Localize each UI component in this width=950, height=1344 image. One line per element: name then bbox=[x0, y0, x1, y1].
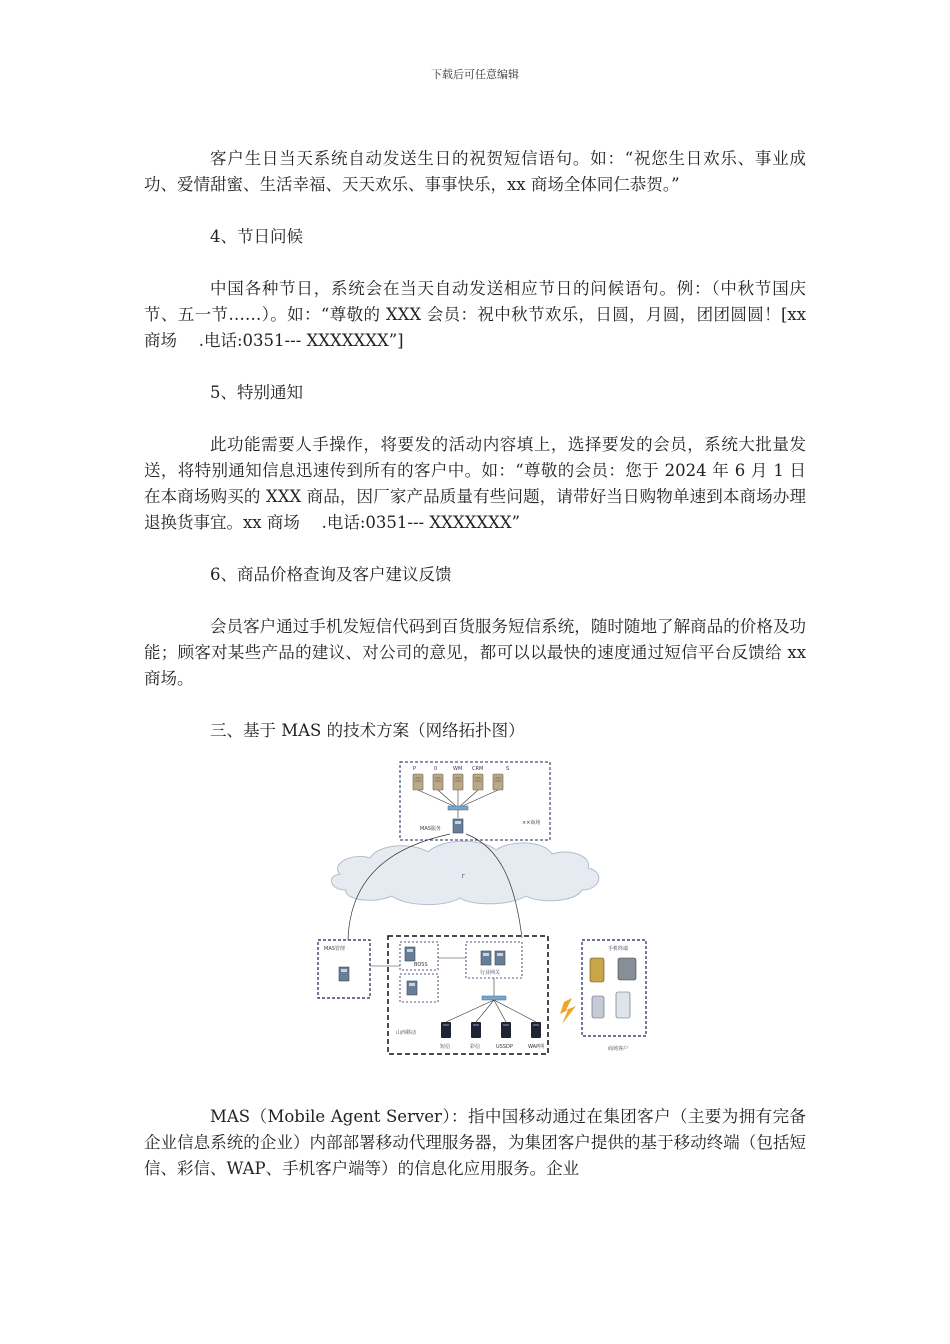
mall-label: ××商场 bbox=[522, 820, 541, 826]
paragraph-holiday: 中国各种节日，系统会在当天自动发送相应节日的问候语句。例：（中秋节国庆节、五一节……）。如：“尊敬的 XXX 会员：祝中秋节欢乐，日圆，月圆，团团圆圆！[xx 商场 .电话:0351--- XXXXXXX”] bbox=[144, 279, 806, 350]
paragraph-price-query: 会员客户通过手机发短信代码到百货服务短信系统，随时随地了解商品的价格及功能；顾客对某些产品的建议、对公司的意见，都可以以最快的速度通过短信平台反馈给 xx 商场。 bbox=[144, 617, 806, 688]
feature-phone-icon bbox=[592, 996, 604, 1018]
server-crm-icon bbox=[473, 774, 483, 790]
paragraph-special-notice: 此功能需要人手操作，将要发的活动内容填上，选择要发的会员，系统大批量发送，将特别通知信息迅速传到所有的客户中。如：“尊敬的会员：您于 2024 年 6 月 1 日在本商场购买的 XXX 商品，因厂家产品质量有些问题，请带好当日购物单速到本商场办理退换货事宜。xx 商场 .电话:0351--- XXXXXXX” bbox=[144, 435, 806, 532]
gateway-server-1-icon bbox=[481, 951, 491, 965]
wap-server-icon bbox=[531, 1022, 541, 1038]
mobile-switch-icon bbox=[482, 996, 506, 1000]
mms-server-icon bbox=[471, 1022, 481, 1038]
touch-phone-icon bbox=[616, 992, 630, 1018]
mas-server-icon bbox=[453, 819, 463, 833]
terminal-label: 手机终端 bbox=[608, 946, 629, 952]
network-topology-figure bbox=[144, 752, 806, 1082]
server-p-icon bbox=[413, 774, 423, 790]
server-label-0: 0 bbox=[434, 766, 438, 772]
server-label-wm: WM bbox=[453, 766, 463, 772]
server-label-s: S bbox=[506, 766, 510, 772]
sms-label: 短信 bbox=[440, 1044, 451, 1050]
mas-manage-server-icon bbox=[339, 967, 349, 981]
server-label-p: P bbox=[413, 766, 417, 772]
mas-server-label: MAS服务 bbox=[420, 826, 441, 832]
server-0-icon bbox=[433, 774, 443, 790]
paragraph-mas-definition: MAS（Mobile Agent Server）：指中国移动通过在集团客户（主要为拥有完备企业信息系统的企业）内部部署移动代理服务器，为集团客户提供的基于移动终端（包括短信、彩信、WAP、手机客户端等）的信息化应用服务。企业 bbox=[144, 1107, 806, 1178]
gateway-server-2-icon bbox=[495, 951, 505, 965]
boss-sub-server-icon bbox=[407, 981, 417, 995]
heading-special-notice: 5、特别通知 bbox=[210, 383, 303, 402]
boss-sub-box bbox=[400, 974, 438, 1002]
mas-manage-label: MAS管理 bbox=[324, 946, 345, 952]
cloud-label: Γ bbox=[462, 874, 465, 880]
smartphone-icon bbox=[618, 958, 636, 980]
page-header: 下载后可任意编辑 bbox=[431, 68, 519, 81]
shanxi-mobile-label: 山西移动 bbox=[396, 1030, 417, 1036]
wap-label: WAP网 bbox=[528, 1044, 545, 1050]
network-topology-diagram bbox=[300, 752, 660, 1062]
internet-cloud-icon bbox=[331, 841, 598, 904]
server-label-crm: CRM bbox=[472, 766, 484, 772]
heading-holiday-greeting: 4、节日问候 bbox=[210, 227, 303, 246]
mall-switch-icon bbox=[448, 806, 468, 810]
terminal-box bbox=[582, 940, 646, 1036]
paragraph-birthday: 客户生日当天系统自动发送生日的祝贺短信语句。如：“祝您生日欢乐、事业成功、爱情甜蜜、生活幸福、天天欢乐、事事快乐，xx 商场全体同仁恭贺。” bbox=[144, 149, 806, 194]
customer-label: 商场客户 bbox=[608, 1046, 629, 1052]
heading-mas-solution: 三、基于 MAS 的技术方案（网络拓扑图） bbox=[210, 721, 525, 740]
mms-label: 彩信 bbox=[470, 1044, 481, 1050]
heading-price-query: 6、商品价格查询及客户建议反馈 bbox=[210, 565, 452, 584]
boss-server-icon bbox=[405, 947, 415, 961]
sms-server-icon bbox=[441, 1022, 451, 1038]
document-body bbox=[144, 146, 806, 1182]
boss-label: BOSS bbox=[414, 962, 428, 968]
pda-phone-icon bbox=[590, 958, 604, 982]
server-wm-icon bbox=[453, 774, 463, 790]
gateway-label: 行业网关 bbox=[480, 970, 501, 976]
ussdp-server-icon bbox=[501, 1022, 511, 1038]
ussdp-label: USSDP bbox=[496, 1044, 513, 1050]
wireless-signal-icon bbox=[560, 998, 576, 1024]
server-s-icon bbox=[493, 774, 503, 790]
